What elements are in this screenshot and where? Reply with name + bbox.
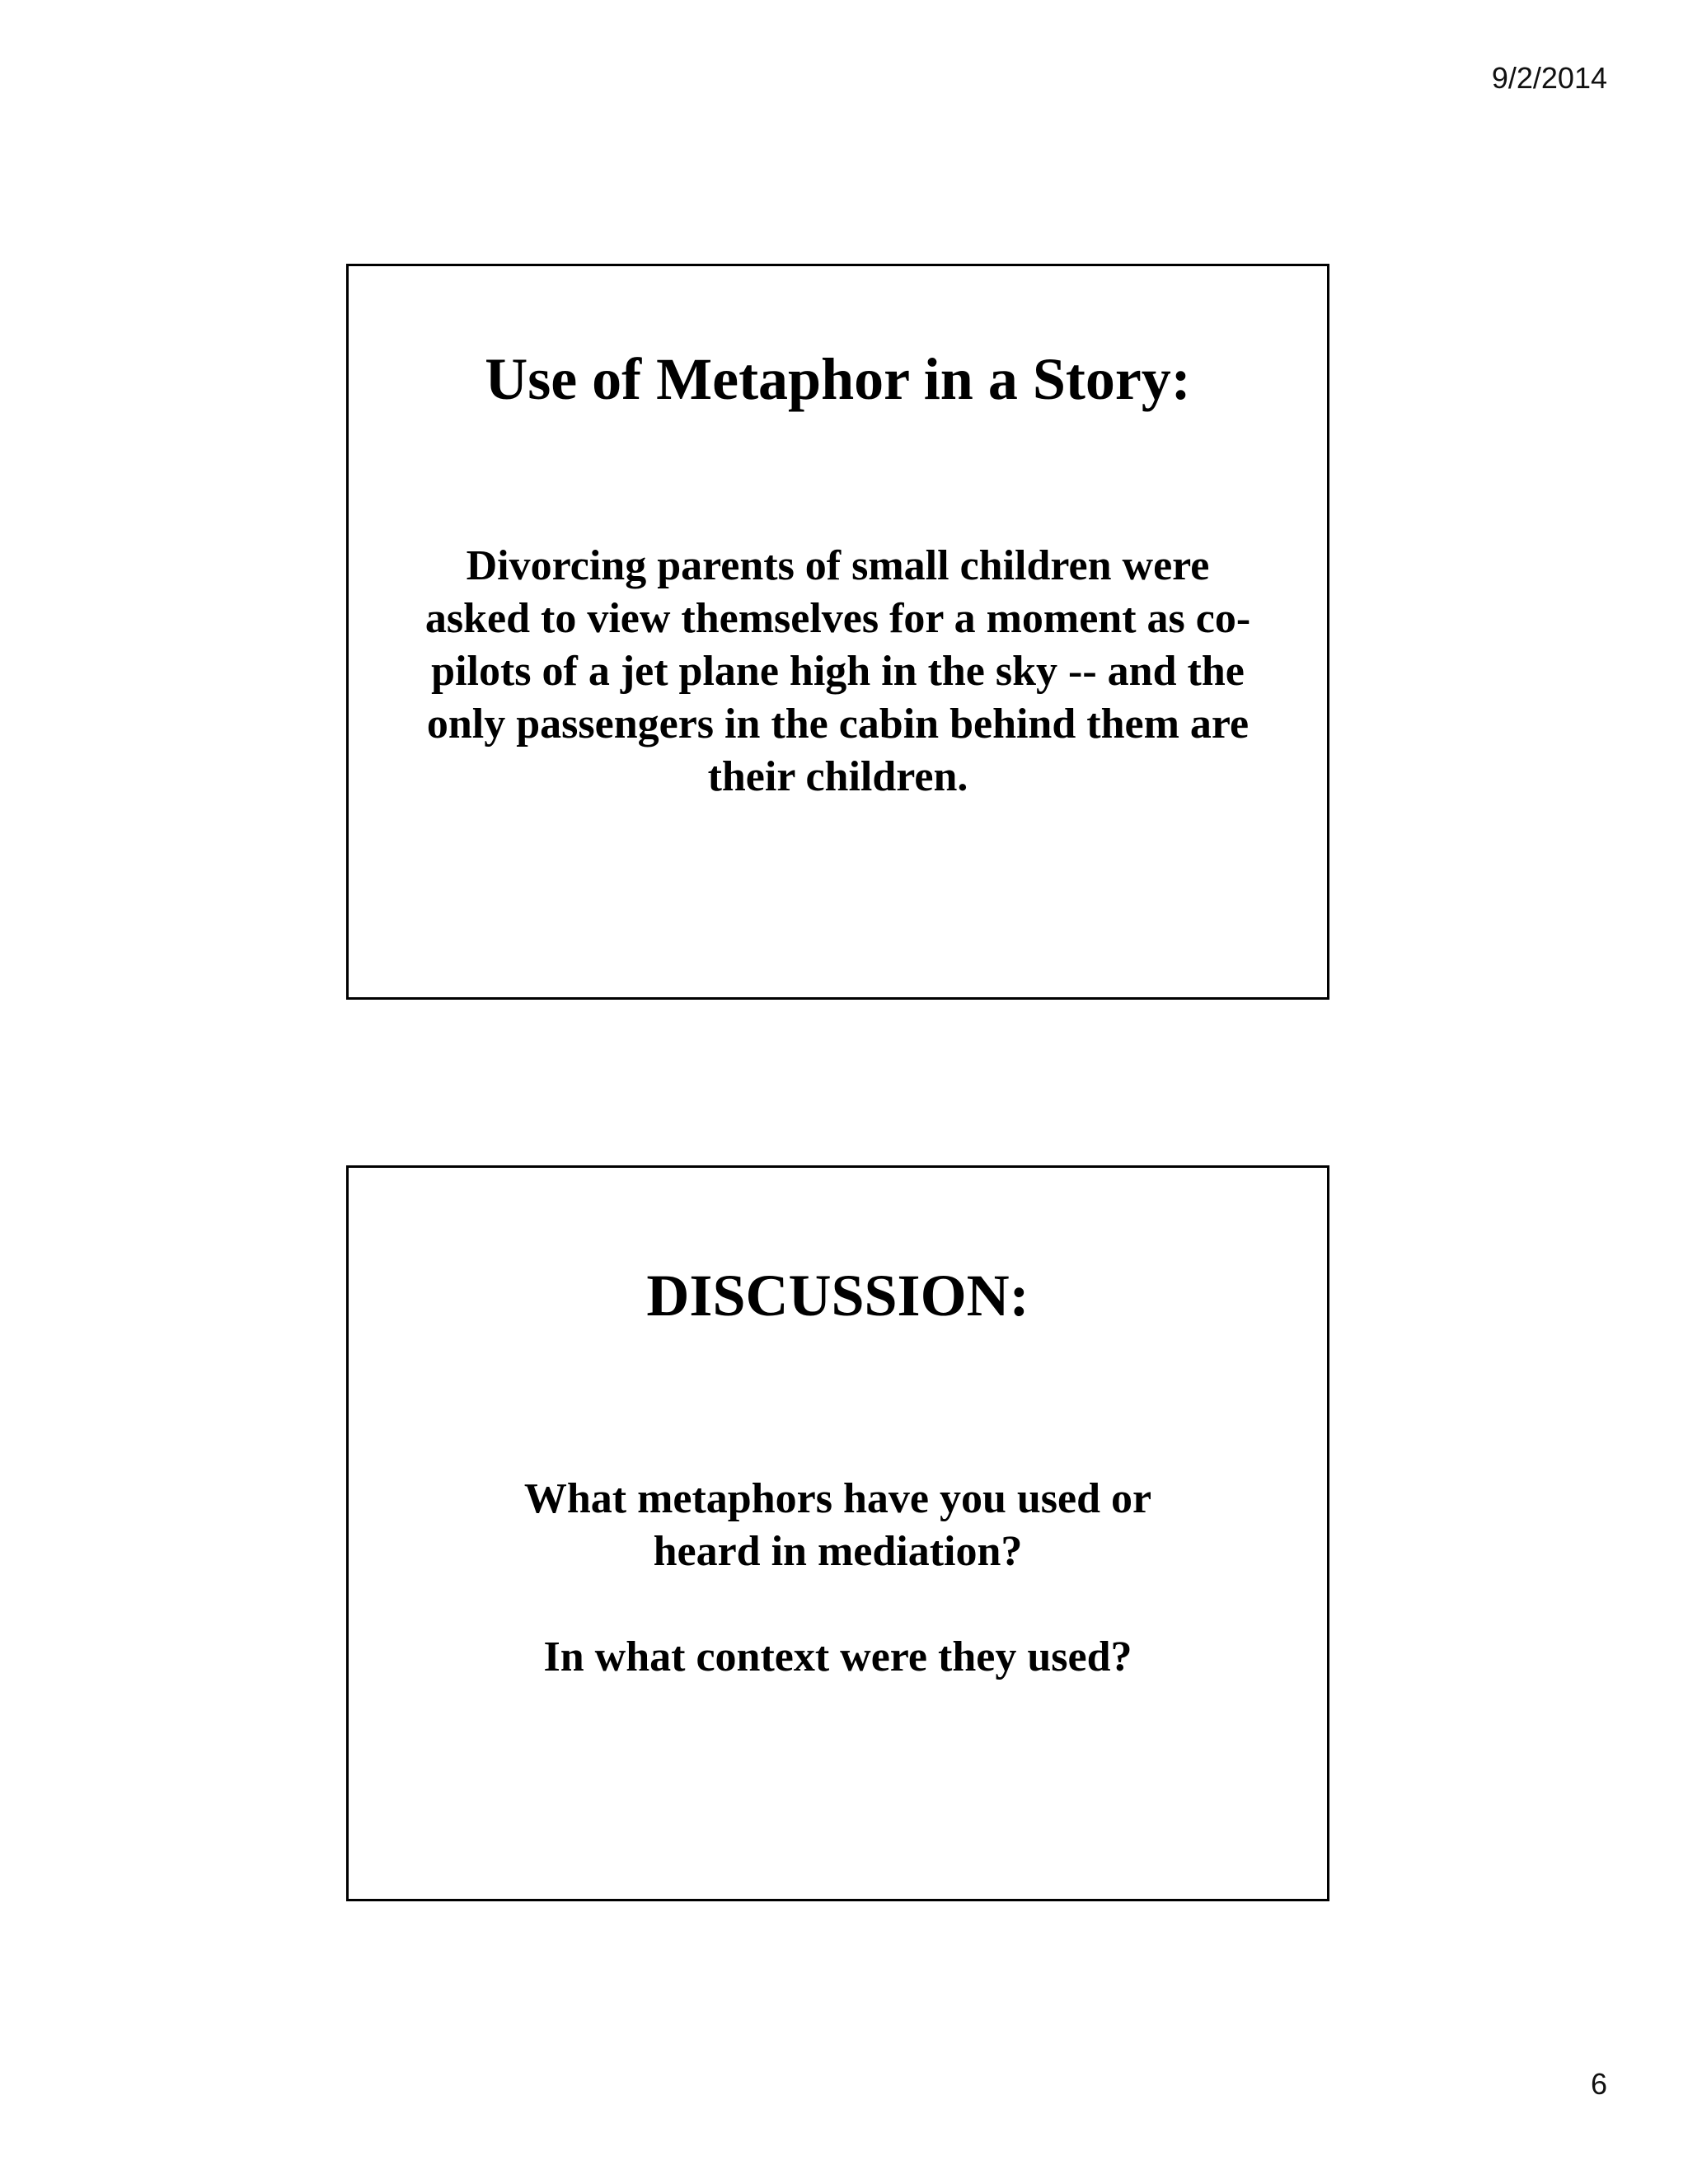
story-paragraph: Divorcing parents of small children were asked to view themselves for a moment as co-pilots of a jet plane high in the sky -- and the only passengers in the cabin behind them are their children. [424,542,1251,800]
page-number: 6 [1590,2067,1607,2101]
discussion-question: In what context were they used? [543,1633,1132,1680]
slide-metaphor-story [346,264,1329,1000]
page-date: 9/2/2014 [1491,61,1607,95]
slide-body [472,1473,1203,1684]
slide-title: Use of Metaphor in a Story: [485,346,1191,412]
slide-title: DISCUSSION: [646,1263,1029,1329]
slide-body [423,540,1253,804]
discussion-question: What metaphors have you used or heard in mediation? [523,1475,1152,1575]
slide-discussion [346,1165,1329,1901]
